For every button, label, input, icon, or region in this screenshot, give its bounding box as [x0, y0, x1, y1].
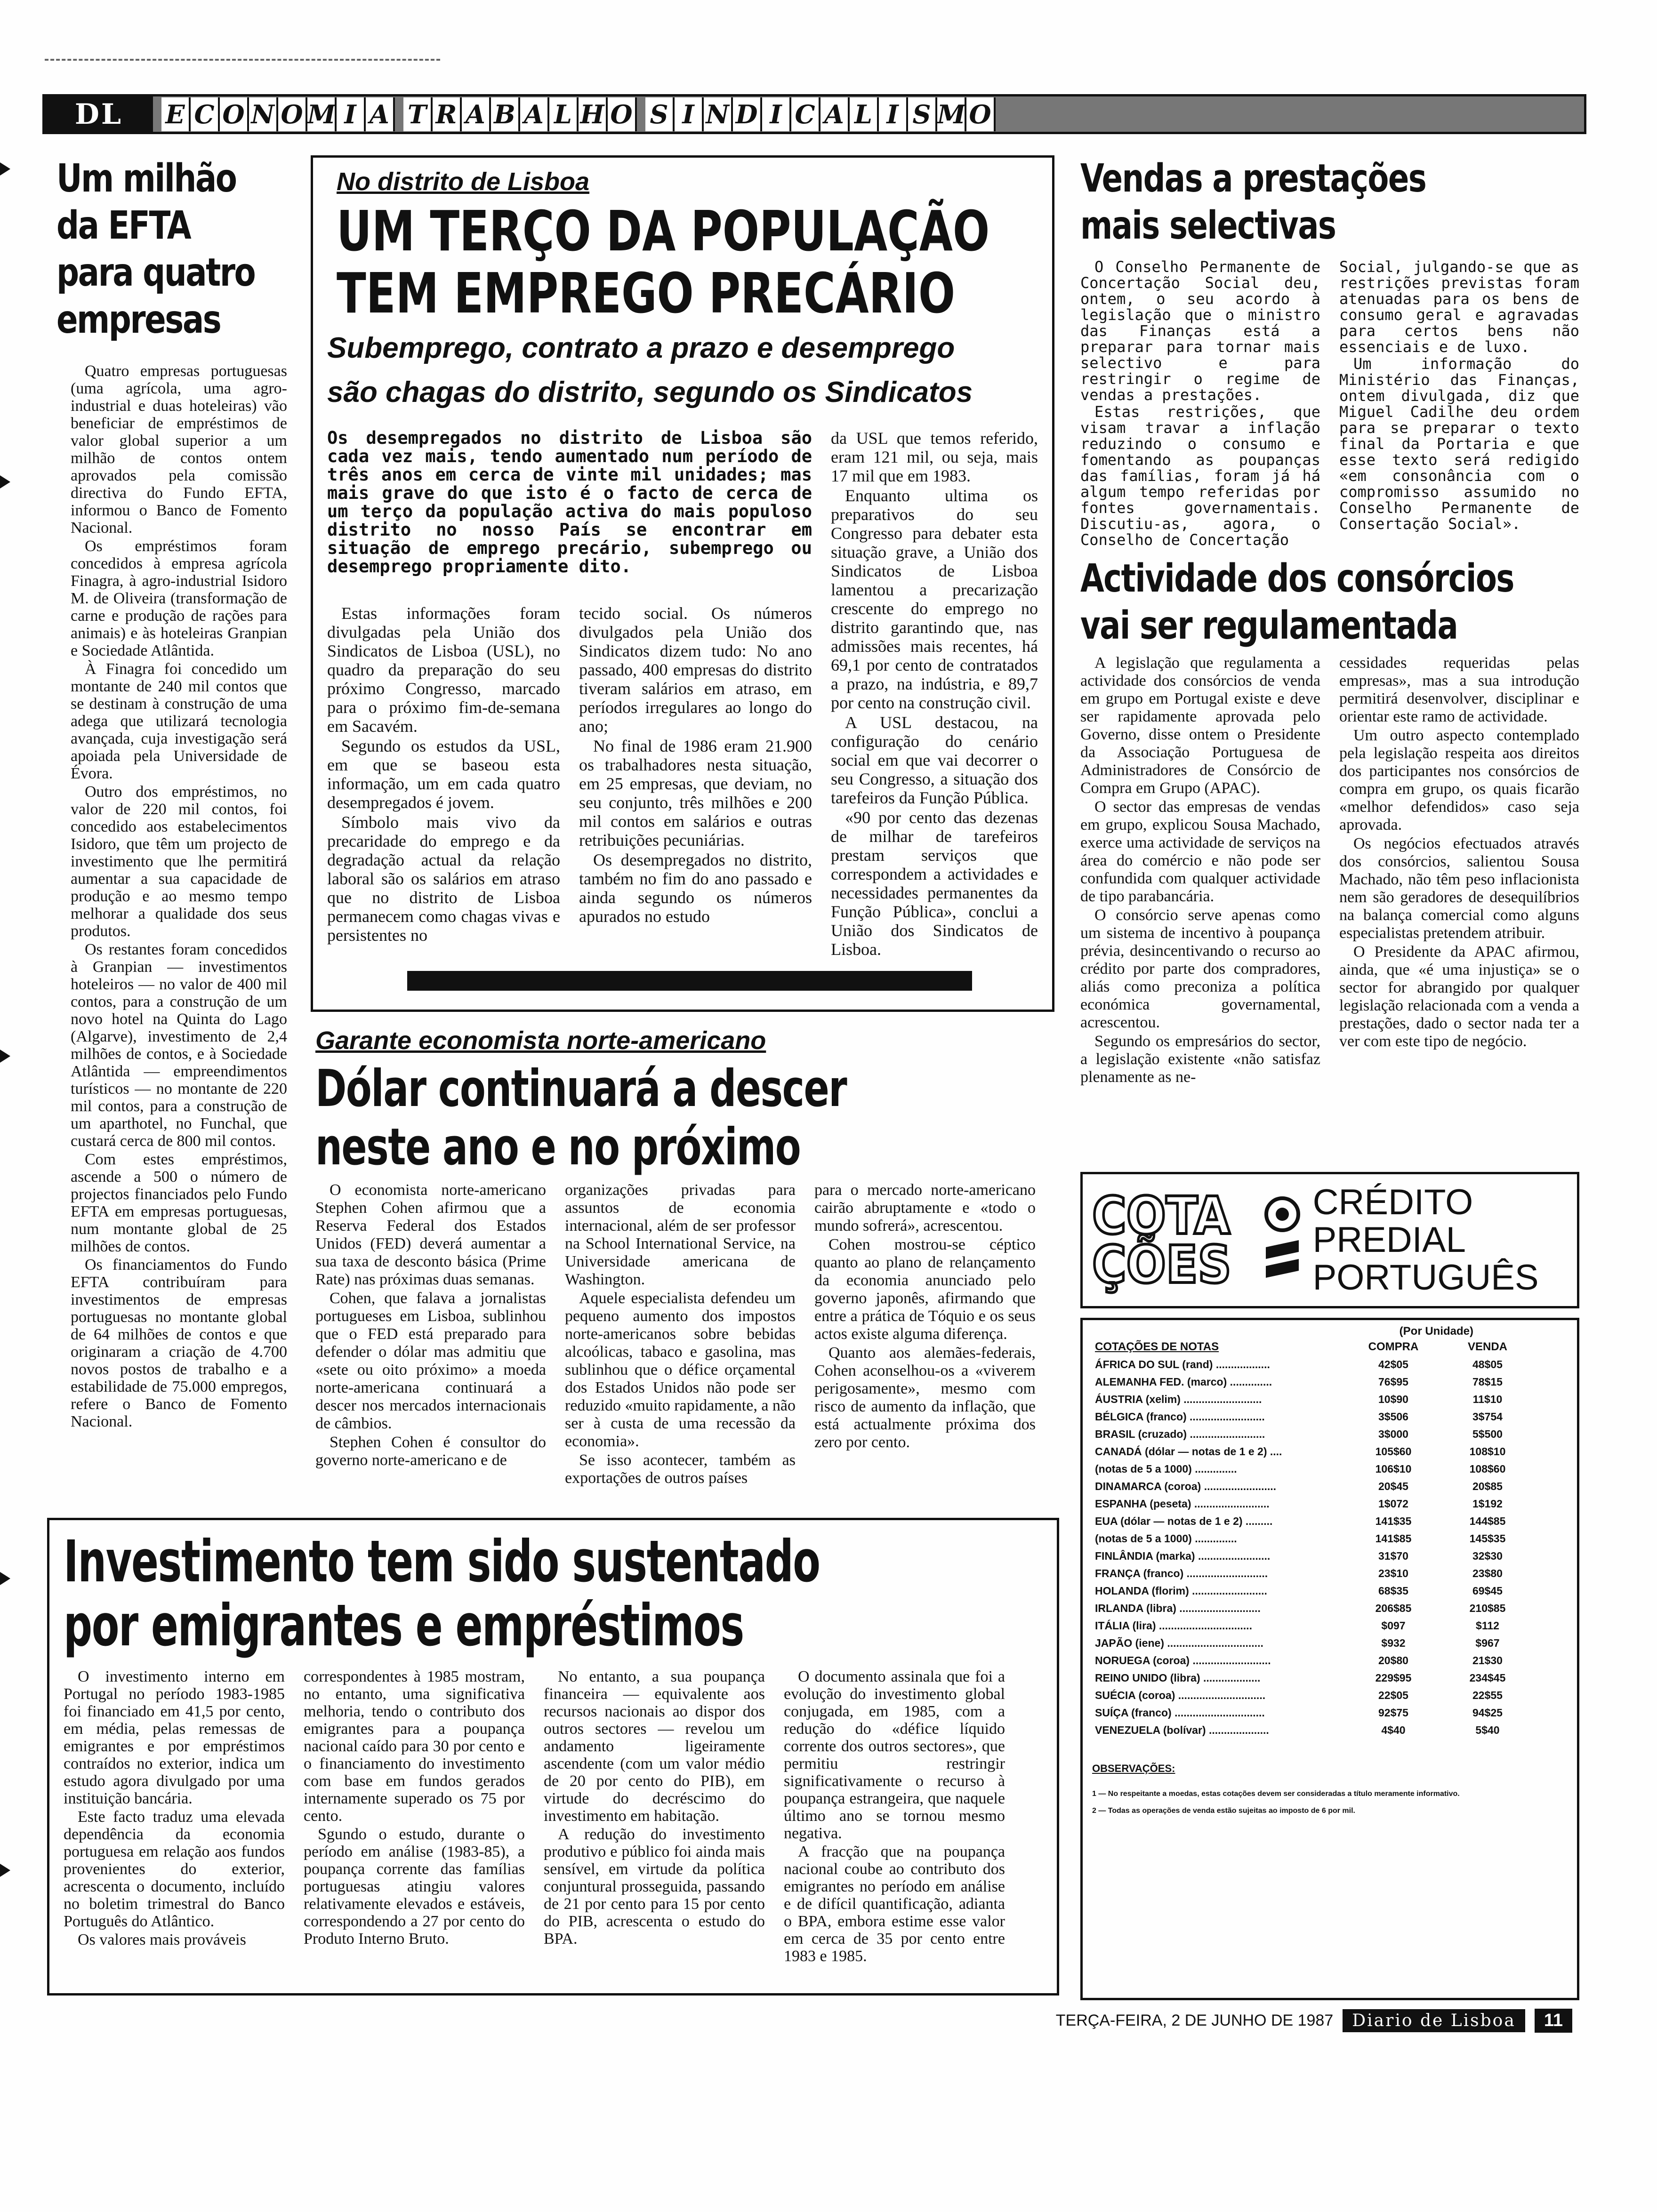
bank-name: CRÉDITO PREDIAL PORTUGUÊS: [1312, 1182, 1539, 1298]
rate-row: [1092, 1600, 1535, 1617]
rate-row: [1092, 1582, 1535, 1600]
rate-sell: 144$85: [1469, 1515, 1506, 1527]
investimento-col1: O investimento interno em Portugal no período 1983-1985 foi financiado em 41,5 por cento, em média, pelas remessas de emigrantes e por empréstimos contraídos no exterior, indica um estudo agora divulgado por uma instituição bancária. Este facto traduz uma elevada dependência da economia portuguesa em relação aos fundos provenientes do exterior, acrescenta o documento, incluído no boletim trimestral do Banco Português do Atlântico. Os valores mais prováveis: [64, 1668, 285, 1948]
dolar-article: [315, 1026, 1054, 1488]
rate-buy: 206$85: [1375, 1602, 1412, 1614]
rate-buy: 4$40: [1381, 1724, 1406, 1736]
footer-paper-name: Diario de Lisboa: [1343, 2009, 1525, 2032]
section-letter: I: [337, 97, 366, 131]
margin-arrow-icon: [0, 1050, 10, 1063]
rate-row: [1092, 1513, 1535, 1530]
rate-row: [1092, 1478, 1535, 1495]
rate-name: CANADÁ (dólar — notas de 1 e 2) ....: [1095, 1445, 1282, 1458]
section-letter: E: [161, 97, 191, 131]
rate-sell: 94$25: [1472, 1707, 1503, 1719]
rate-buy: 22$05: [1378, 1689, 1408, 1701]
section-letter: A: [520, 97, 549, 131]
rate-name: EUA (dólar — notas de 1 e 2) .........: [1095, 1515, 1273, 1527]
section-letter: C: [191, 97, 220, 131]
footer-date: TERÇA-FEIRA, 2 DE JUNHO DE 1987: [1055, 2011, 1334, 2029]
rate-sell: 32$30: [1472, 1550, 1503, 1562]
rate-row: [1092, 1356, 1535, 1373]
rate-buy: 1$072: [1378, 1498, 1408, 1510]
rate-sell: $967: [1475, 1637, 1500, 1649]
rate-buy: 229$95: [1375, 1672, 1412, 1684]
rate-name: ÁFRICA DO SUL (rand) ..................: [1095, 1358, 1270, 1370]
rate-sell: 69$45: [1472, 1585, 1503, 1597]
rate-row: [1092, 1652, 1535, 1669]
rate-buy: 68$35: [1378, 1585, 1408, 1597]
rate-sell: 22$55: [1472, 1689, 1503, 1701]
section-letter: N: [704, 97, 733, 131]
section-letter: M: [307, 97, 337, 131]
section-letter: D: [733, 97, 762, 131]
rate-buy: 141$35: [1375, 1515, 1412, 1527]
rate-name: VENEZUELA (bolívar) ....................: [1095, 1724, 1269, 1736]
rate-name: HOLANDA (florim) .........................: [1095, 1585, 1267, 1597]
rate-buy: 105$60: [1375, 1445, 1412, 1458]
section-letter: N: [249, 97, 278, 131]
dolar-headline: Dólar continuará a descer neste ano e no próximo: [315, 1059, 847, 1177]
vendas-headline: Vendas a prestações mais selectivas: [1080, 156, 1426, 248]
rate-sell: 23$80: [1472, 1567, 1503, 1579]
vendas-article: [1080, 155, 1589, 549]
rate-row: [1092, 1408, 1535, 1426]
section-letter: I: [762, 97, 791, 131]
vendas-col1: O Conselho Permanente de Concertação Social deu, ontem, o seu acordo à legislação que o ministro das Finanças está a preparar para tornar mais selectivo e para restringir o regime de vendas a prestações. Estas restrições, que visam travar a inflação reduzindo o consumo e fomentando as poupanças das famílias, foram já há algum tempo referidas por fontes governamentais. Discutiu-as, agora, o Conselho de Concertação: [1080, 258, 1320, 549]
rate-row: [1092, 1687, 1535, 1704]
rate-sell: 145$35: [1469, 1532, 1506, 1545]
section-letter: C: [791, 97, 820, 131]
rate-row: [1092, 1460, 1535, 1478]
rate-name: ITÁLIA (lira) ...............................: [1095, 1619, 1252, 1632]
cotacoes-logo-word: COTA ÇÕES: [1092, 1186, 1231, 1295]
rate-sell: 108$60: [1469, 1463, 1506, 1475]
rate-name: IRLANDA (libra) ...........................: [1095, 1602, 1261, 1614]
section-letter: B: [491, 97, 520, 131]
vendas-col2: Social, julgando-se que as restrições previstas foram atenuadas para os bens de consumo geral e agravadas para certos bens não essenciais e de luxo. Um informação do Ministério das Finanças, ontem divulgada, diz que Miguel Cadilhe deu ordem para se preparar o texto final da Portaria e que esse texto será redigido «em consonância com o compromisso assumido no Conselho Permanente de Consertação Social».: [1339, 258, 1579, 533]
section-trabalho: [403, 97, 637, 131]
rate-sell: $112: [1476, 1619, 1499, 1632]
rate-row: [1092, 1530, 1535, 1547]
section-letter: A: [820, 97, 850, 131]
consorcios-headline: Actividade dos consórcios vai ser regulamentada: [1080, 556, 1514, 648]
rate-buy: 42$05: [1378, 1358, 1408, 1370]
note-2: 2 — Todas as operações de venda estão sujeitas ao imposto de 6 por mil.: [1092, 1807, 1355, 1815]
rate-row: [1092, 1635, 1535, 1652]
rate-name: BÉLGICA (franco) .........................: [1095, 1411, 1265, 1423]
rate-name: (notas de 5 a 1000) ..............: [1095, 1463, 1237, 1475]
rate-row: [1092, 1722, 1535, 1739]
section-letter: O: [220, 97, 249, 131]
rate-sell: 1$192: [1472, 1498, 1503, 1510]
rate-row: [1092, 1617, 1535, 1635]
rate-sell: 21$30: [1472, 1654, 1503, 1667]
consorcios-article: [1080, 555, 1589, 1087]
top-dashed-rule: [45, 59, 440, 61]
section-letter: A: [462, 97, 491, 131]
rate-row: [1092, 1669, 1535, 1687]
investimento-col2: correspondentes à 1985 mostram, no entanto, uma significativa melhoria, tendo o contributo dos emigrantes para a poupança nacional caído para 30 por cento e o financiamento do investimento com base em fundos gerados internamente superado os 75 por cento. Sgundo o estudo, durante o período em análise (1983-85), a poupança corrente das famílias portuguesas atingiu valores relativamente elevados e estáveis, correspondendo a 27 por cento do Produto Interno Bruto.: [304, 1668, 525, 1948]
rate-buy: 3$000: [1378, 1428, 1408, 1440]
rate-name: ESPANHA (peseta) .........................: [1095, 1498, 1270, 1510]
unit-note: (Por Unidade): [1399, 1325, 1473, 1338]
section-header-band: [42, 94, 1586, 134]
page-footer: [951, 2006, 1572, 2035]
rate-name: SUÉCIA (coroa) .............................: [1095, 1689, 1266, 1701]
rate-sell: 48$05: [1472, 1358, 1503, 1370]
rate-sell: 20$85: [1472, 1480, 1503, 1492]
precario-lead: Os desempregados no distrito de Lisboa são cada vez mais, tendo aumentado num período de três anos em cerca de vinte mil unidades; mas mais grave do que isto é o facto de cerca de um terço da população activa do mais populoso distrito no nosso País se encontrar em situação de emprego precário, subemprego ou desemprego propriamente dito.: [327, 428, 812, 577]
precario-subhead: Subemprego, contrato a prazo e desemprego são chagas do distrito, segundo os Sindicatos: [327, 332, 973, 409]
section-letter: S: [908, 97, 937, 131]
section-letter: I: [675, 97, 704, 131]
header-currency: COTAÇÕES DE NOTAS: [1095, 1340, 1219, 1353]
cotacoes-panel: [1080, 1172, 1579, 2000]
rate-row: [1092, 1373, 1535, 1391]
rate-name: JAPÃO (iene) ................................: [1095, 1637, 1263, 1649]
dolar-col1: O economista norte-americano Stephen Cohen afirmou que a Reserva Federal dos Estados Unidos (FED) deverá aumentar a sua taxa de desconto básica (Prime Rate) nas próximas duas semanas. Cohen, que falava a jornalistas portugueses em Lisboa, sublinhou que o FED está preparado para defender o dólar mas admitiu que «sete ou oito próximo» a moeda norte-americana continuará a descer nos mercados internacionais de câmbios. Stephen Cohen é consultor do governo norte-americano e de: [315, 1181, 546, 1469]
dolar-kicker: Garante economista norte-americano: [315, 1026, 766, 1055]
rate-row: [1092, 1495, 1535, 1513]
rate-row: [1092, 1547, 1535, 1565]
margin-arrow-icon: [0, 475, 10, 489]
section-letter: I: [879, 97, 908, 131]
rate-name: SUÍÇA (franco) ..............................: [1095, 1707, 1265, 1719]
section-letter: H: [579, 97, 608, 131]
notes-title: OBSERVAÇÕES:: [1092, 1763, 1175, 1774]
section-letter: M: [937, 97, 966, 131]
section-letter: O: [608, 97, 637, 131]
dolar-col3: para o mercado norte-americano cairão abruptamente e «todo o mundo sofrerá», acrescentou. Cohen mostrou-se céptico quanto ao plano de relançamento da economia anunciado pelo governo japonês, afirmando que entre a prática de Tóquio e os seus actos existe alguma diferença. Quanto aos alemães-federais, Cohen aconselhou-os a «viverem perigosamente», mesmo com risco de aumento da inflação, que está actualmente próxima dos zero por cento.: [814, 1181, 1036, 1451]
precario-col2: tecido social. Os números divulgados pela União dos Sindicatos dizem tudo: No ano passado, 400 empresas do distrito tiveram salários em atraso, em períodos irregulares ao longo do ano; No final de 1986 eram 21.900 os trabalhadores nesta situação, em 25 empresas, que deviam, no seu conjunto, três milhões e 200 mil contos em salários e outras retribuições pecuniárias. Os desempregados no distrito, também no fim do ano passado e ainda segundo os números apurados no estudo: [579, 604, 812, 926]
rate-buy: 76$95: [1378, 1376, 1408, 1388]
investimento-article: [47, 1518, 1059, 1996]
margin-arrow-icon: [0, 1864, 10, 1877]
dolar-col2: organizações privadas para assuntos de economia internacional, além de ser professor na School International Service, na Universidade americana de Washington. Aquele especialista defendeu um pequeno aumento dos impostos norte-americanos sobre bebidas alcoólicas, tabaco e gasolina, mas sublinhou que o défice orçamental dos Estados Unidos não pode ser reduzido «muito rapidamente, a não ser à custa de uma recessão da economia». Se isso acontecer, também as exportações de outros países: [565, 1181, 796, 1487]
rate-sell: 11$10: [1472, 1393, 1503, 1405]
rate-sell: 5$40: [1475, 1724, 1500, 1736]
rate-buy: $932: [1381, 1637, 1406, 1649]
rate-sell: 3$754: [1472, 1411, 1503, 1423]
precario-black-bar: [407, 971, 972, 991]
section-economia: [161, 97, 395, 131]
rate-name: ALEMANHA FED. (marco) ..............: [1095, 1376, 1272, 1388]
section-letter: T: [403, 97, 433, 131]
precario-article: [311, 155, 1054, 1012]
efta-body: Quatro empresas portuguesas (uma agrícola, uma agro-industrial e duas hoteleiras) vão beneficiar de empréstimos de valor global superior a um milhão de contos ontem aprovados pela comissão directiva do Fundo EFTA, informou o Banco de Fomento Nacional. Os empréstimos foram concedidos à empresa agrícola Finagra, à agro-industrial Isidoro M. de Oliveira (transformação de carne e produção de rações para animais) e às hoteleiras Granpian e Sociedade Atlântida. À Finagra foi concedido um montante de 240 mil contos que se destinam à construção de uma adega que utilizará tecnologia avançada, cuja investigação será apoiada pela Universidade de Évora. Outro dos empréstimos, no valor de 220 mil contos, foi concedido aos estabelecimentos Isidoro, que têm um projecto de investimento que lhe permitirá aumentar a sua capacidade de produção e ao mesmo tempo melhorar a qualidade dos seus produtos. Os restantes foram concedidos à Granpian — investimentos hoteleiros — no valor de 400 mil contos, para a construção de um novo hotel na Quinta do Lago (Algarve), investimento de 2,4 milhões de contos, e à Sociedade Atlântida — empreendimentos turísticos — no montante de 220 mil contos, para a construção de um aparthotel, no Funchal, que custará cerca de 800 mil contos. Com estes empréstimos, ascende a 500 o número de projectos financiados pelo Fundo EFTA em empresas portuguesas, num montante global de 25 milhões de contos. Os financiamentos do Fundo EFTA contribuíram para investimentos de empresas portuguesas no montante global de 64 milhões de contos e que originaram a criação de 4.700 novos postos de trabalho e a estabilidade de 75.000 empregos, refere o Banco de Fomento Nacional.: [71, 362, 287, 1430]
precario-col1: Estas informações foram divulgadas pela União dos Sindicatos de Lisboa (USL), no quadro da preparação do seu próximo Congresso, marcado para o próximo fim-de-semana em Sacavém. Segundo os estudos da USL, em que se baseou esta informação, um em cada quatro desempregados é jovem. Símbolo mais vivo da precaridade do emprego e da degradação actual da relação laboral são os salários em atraso que no distrito de Lisboa permanecem como chagas vivas e persistentes no: [327, 604, 560, 945]
section-letter: L: [850, 97, 879, 131]
rate-name: REINO UNIDO (libra) ...................: [1095, 1672, 1261, 1684]
section-letter: O: [966, 97, 996, 131]
cotacoes-logo-box: [1080, 1172, 1579, 1308]
rate-buy: 10$90: [1378, 1393, 1408, 1405]
rate-buy: 20$45: [1378, 1480, 1408, 1492]
efta-article: [56, 155, 287, 1431]
rate-row: [1092, 1565, 1535, 1582]
header-buy: COMPRA: [1368, 1340, 1419, 1353]
investimento-headline: Investimento tem sido sustentado por emigrantes e empréstimos: [64, 1528, 820, 1659]
section-letter: A: [366, 97, 395, 131]
rate-buy: 31$70: [1378, 1550, 1408, 1562]
cotacoes-table-box: [1080, 1318, 1579, 2000]
rate-row: [1092, 1426, 1535, 1443]
rate-sell: 234$45: [1469, 1672, 1506, 1684]
rate-row: [1092, 1391, 1535, 1408]
section-sindicalismo: [645, 97, 996, 131]
header-sell: VENDA: [1467, 1340, 1507, 1353]
section-letter: L: [549, 97, 579, 131]
rate-buy: 106$10: [1375, 1463, 1412, 1475]
rate-buy: 23$10: [1378, 1567, 1408, 1579]
rate-buy: 141$85: [1375, 1532, 1412, 1545]
precario-kicker: No distrito de Lisboa: [337, 168, 590, 196]
rate-buy: 3$506: [1378, 1411, 1408, 1423]
bank-emblem-icon: [1261, 1195, 1303, 1285]
newspaper-logo: DL: [45, 96, 153, 132]
rate-name: DINAMARCA (coroa) ........................: [1095, 1480, 1277, 1492]
rate-sell: 78$15: [1472, 1376, 1503, 1388]
rate-name: (notas de 5 a 1000) ..............: [1095, 1532, 1237, 1545]
efta-headline: Um milhão da EFTA para quatro empresas: [56, 156, 255, 342]
rate-name: ÁUSTRIA (xelim) ..........................: [1095, 1393, 1262, 1405]
rates-header-row: [1092, 1338, 1535, 1356]
rate-name: FRANÇA (franco) ...........................: [1095, 1567, 1268, 1579]
rate-buy: $097: [1381, 1619, 1406, 1632]
section-letter: S: [645, 97, 675, 131]
rate-buy: 20$80: [1378, 1654, 1408, 1667]
consorcios-col2: cessidades requeridas pelas empresas», mas a sua introdução permitirá desenvolver, disciplinar e orientar este ramo de actividade. Um outro aspecto contemplado pela legislação respeita aos direitos dos participantes nos consórcios de compra em grupo, os quais ficarão «melhor defendidos» caso seja aprovada. Os negócios efectuados através dos consórcios, salientou Sousa Machado, não têm peso inflacionista nem são geradores de desequilíbrios na balança comercial como alguns especialistas pretendem atribuir. O Presidente da APAC afirmou, ainda, que «é uma injustiça» se o sector for abrangido por qualquer legislação relacionada com a venda a prestações, dado o sector nada ter a ver com este tipo de negócio.: [1339, 654, 1579, 1050]
margin-arrow-icon: [0, 162, 10, 176]
investimento-col4: O documento assinala que foi a evolução do investimento global conjugada, em 1985, com a redução do «défice líquido corrente dos outros sectores», que permitiu restringir significativamente o recurso à poupança estrangeira, que naquele último ano se tornou mesmo negativa. A fracção que na poupança nacional coube ao contributo dos emigrantes no período em análise e de difícil quantificação, adianta o BPA, embora estime esse valor em cerca de 35 por cento entre 1983 e 1985.: [784, 1668, 1005, 1965]
rate-buy: 92$75: [1378, 1707, 1408, 1719]
section-letter: R: [433, 97, 462, 131]
rate-sell: 210$85: [1469, 1602, 1506, 1614]
precario-col3: da USL que temos referido, eram 121 mil, ou seja, mais 17 mil que em 1983. Enquanto ultima os preparativos do seu Congresso para debater esta situação grave, a União dos Sindicatos de Lisboa lamentou a precarização crescente do emprego no distrito garantindo que, nas admissões mais recentes, há 69,1 por cento de contratados a prazo, na indústria, e 89,7 por cento na construção civil. A USL destacou, na configuração do cenário social em que vai decorrer o seu Congresso, a situação dos tarefeiros da Função Pública. «90 por cento das dezenas de milhar de tarefeiros prestam serviços que correspondem a actividades e necessidades permanentes da Função Pública», conclui a União dos Sindicatos de Lisboa.: [831, 429, 1038, 959]
rate-row: [1092, 1704, 1535, 1722]
rate-sell: 108$10: [1469, 1445, 1506, 1458]
section-letter: O: [278, 97, 307, 131]
rate-row: [1092, 1443, 1535, 1460]
margin-arrow-icon: [0, 1572, 10, 1585]
rate-sell: 5$500: [1472, 1428, 1503, 1440]
investimento-col3: No entanto, a sua poupança financeira — equivalente aos recursos nacionais ao dispor dos outros sectores — revelou um andamento ligeiramente ascendente (com um valor médio de 20 por cento do PIB), em virtude do decréscimo do investimento em habitação. A redução do investimento produtivo e público foi ainda mais sensível, em virtude da política conjuntural prosseguida, passando de 21 por cento para 15 por cento do PIB, acrescenta o estudo do BPA.: [544, 1668, 765, 1948]
rates-table: [1092, 1338, 1535, 1739]
rate-name: BRASIL (cruzado) .........................: [1095, 1428, 1265, 1440]
rate-name: FINLÂNDIA (marka) ........................: [1095, 1550, 1271, 1562]
rate-name: NORUEGA (coroa) ..........................: [1095, 1654, 1271, 1667]
footer-page-number: 11: [1535, 2009, 1572, 2033]
precario-headline: UM TERÇO DA POPULAÇÃO TEM EMPREGO PRECÁRIO: [337, 199, 990, 326]
note-1: 1 — No respeitante a moedas, estas cotações devem ser consideradas a título meramente informativo.: [1092, 1790, 1460, 1798]
consorcios-col1: A legislação que regulamenta a actividade dos consórcios de venda em grupo em Portugal existe e deve ser rapidamente aprovada pelo Governo, disse ontem o Presidente da Associação Portuguesa de Administradores de Consórcio de Compra em Grupo (APAC). O sector das empresas de vendas em grupo, explicou Sousa Machado, exerce uma actividade de serviços na área do comércio e não pode ser confundida com qualquer actividade de tipo parabancária. O consórcio serve apenas como um sistema de incentivo à poupança prévia, desincentivando o recurso ao crédito por parte dos compradores, aliás como preconiza a política económica governamental, acrescentou. Segundo os empresários do sector, a legislação existente «não satisfaz plenamente as ne-: [1080, 654, 1320, 1086]
